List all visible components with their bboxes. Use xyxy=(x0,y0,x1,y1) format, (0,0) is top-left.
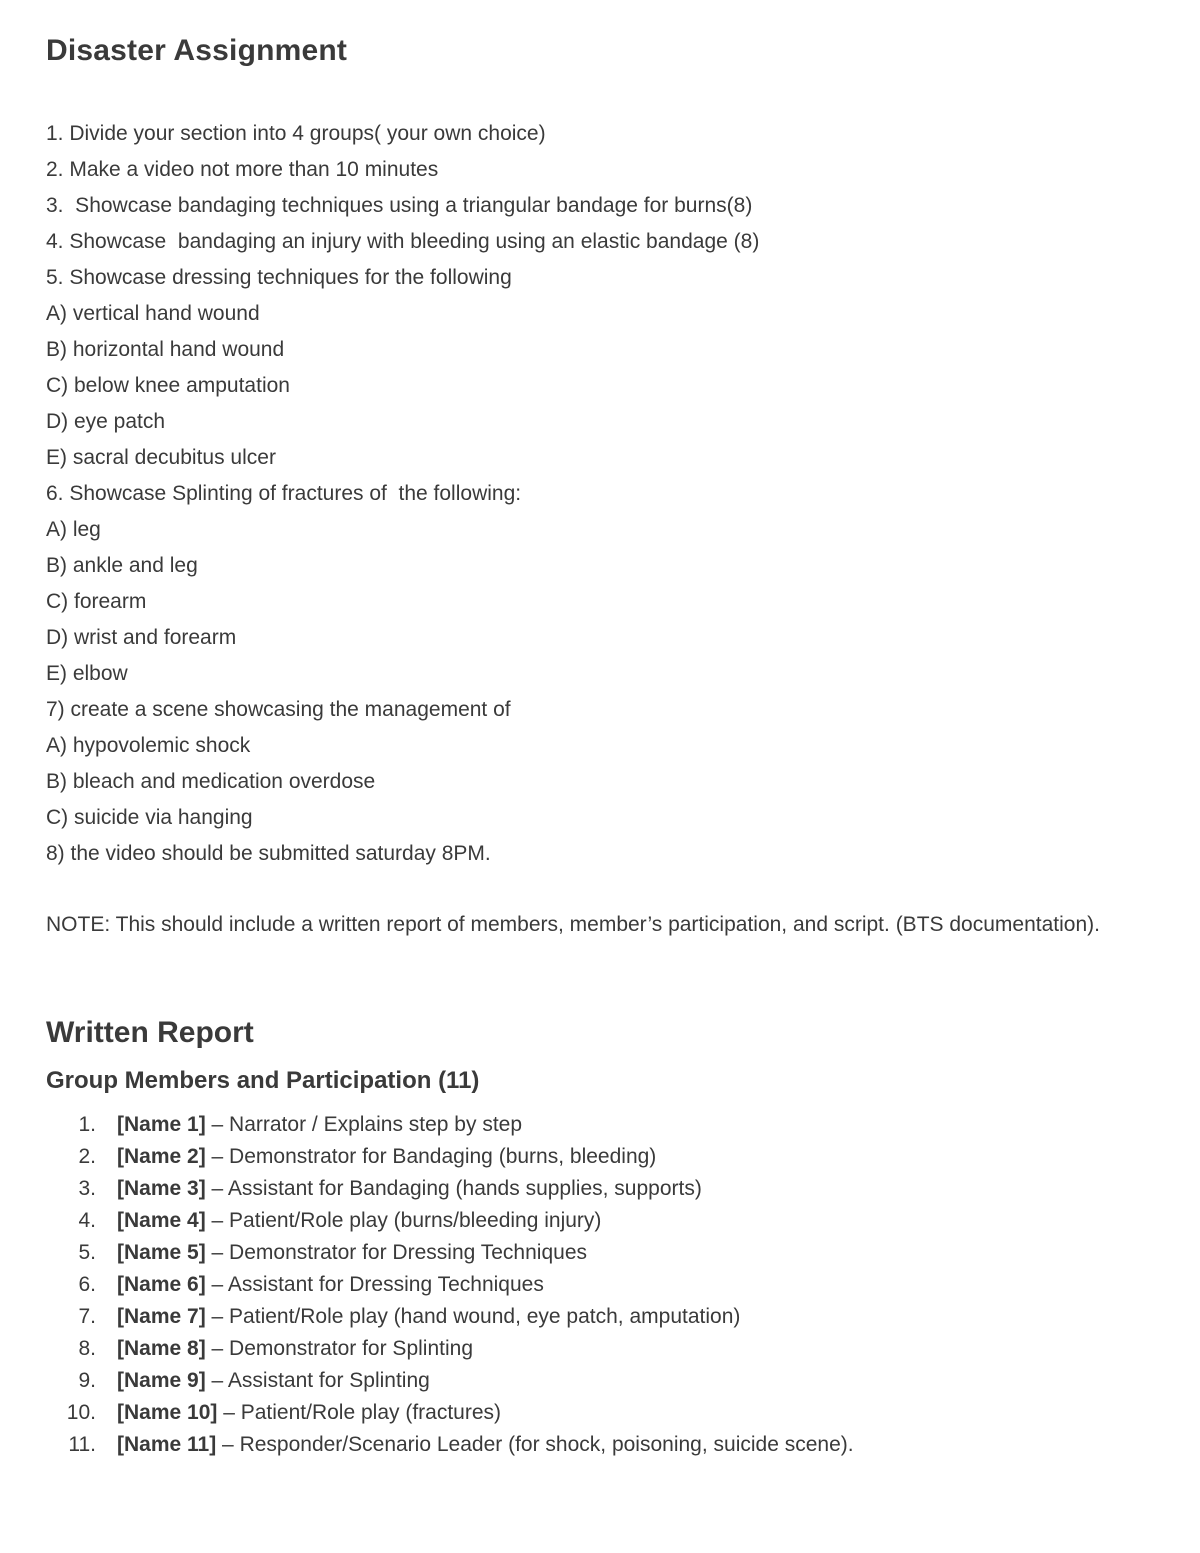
member-name: [Name 11] xyxy=(117,1433,217,1456)
member-number: 2. xyxy=(78,1145,96,1168)
member-name: [Name 4] xyxy=(117,1209,206,1232)
member-role: – Patient/Role play (burns/bleeding injury) xyxy=(205,1209,602,1232)
member-name: [Name 7] xyxy=(117,1305,206,1328)
member-number: 1. xyxy=(78,1113,96,1136)
member-name: [Name 3] xyxy=(117,1177,206,1200)
member-role: – Demonstrator for Dressing Techniques xyxy=(205,1241,587,1264)
member-role: – Demonstrator for Bandaging (burns, bleeding) xyxy=(205,1145,657,1168)
member-role: – Responder/Scenario Leader (for shock, poisoning, suicide scene). xyxy=(216,1433,854,1456)
member-name: [Name 1] xyxy=(117,1113,206,1136)
member-role: – Assistant for Bandaging (hands supplies, supports) xyxy=(205,1177,702,1200)
instruction-line: 2. Make a video not more than 10 minutes xyxy=(46,158,439,181)
member-role: – Assistant for Dressing Techniques xyxy=(205,1273,544,1296)
members-list xyxy=(46,1109,854,1461)
instruction-line: E) sacral decubitus ulcer xyxy=(46,446,276,469)
instruction-line: 4. Showcase bandaging an injury with bleeding using an elastic bandage (8) xyxy=(46,230,760,253)
member-name: [Name 10] xyxy=(117,1401,218,1424)
instruction-line: D) eye patch xyxy=(46,410,166,433)
instruction-line: 5. Showcase dressing techniques for the following xyxy=(46,266,512,289)
instruction-line: 3. Showcase bandaging techniques using a triangular bandage for burns(8) xyxy=(46,194,753,217)
assignment-instructions xyxy=(46,116,759,872)
member-number: 4. xyxy=(78,1209,96,1232)
member-item xyxy=(46,1333,854,1365)
member-number: 8. xyxy=(78,1337,96,1360)
instruction-line: E) elbow xyxy=(46,662,128,685)
instruction-line: B) ankle and leg xyxy=(46,554,198,577)
instruction-line: 1. Divide your section into 4 groups( your own choice) xyxy=(46,122,546,145)
member-role: – Patient/Role play (fractures) xyxy=(217,1401,502,1424)
instruction-line: C) forearm xyxy=(46,590,147,613)
member-item xyxy=(46,1301,854,1333)
member-item xyxy=(46,1429,854,1461)
written-report-heading: Written Report xyxy=(46,1016,254,1049)
member-name: [Name 9] xyxy=(117,1369,206,1392)
instruction-line: C) suicide via hanging xyxy=(46,806,253,829)
member-item xyxy=(46,1173,854,1205)
member-item xyxy=(46,1141,854,1173)
member-role: – Patient/Role play (hand wound, eye patch, amputation) xyxy=(205,1305,741,1328)
note-paragraph: NOTE: This should include a written report of members, member’s participation, and script. (BTS documentation). xyxy=(46,913,1100,936)
member-item xyxy=(46,1397,854,1429)
member-name: [Name 5] xyxy=(117,1241,206,1264)
member-item xyxy=(46,1365,854,1397)
member-item xyxy=(46,1109,854,1141)
instruction-line: A) leg xyxy=(46,518,101,541)
member-role: – Demonstrator for Splinting xyxy=(205,1337,473,1360)
instruction-line: A) vertical hand wound xyxy=(46,302,260,325)
instruction-line: C) below knee amputation xyxy=(46,374,290,397)
instruction-line: B) horizontal hand wound xyxy=(46,338,285,361)
member-number: 6. xyxy=(78,1273,96,1296)
member-role: – Assistant for Splinting xyxy=(205,1369,430,1392)
instruction-line: A) hypovolemic shock xyxy=(46,734,251,757)
member-number: 9. xyxy=(78,1369,96,1392)
member-item xyxy=(46,1205,854,1237)
member-number: 11. xyxy=(68,1433,96,1456)
instruction-line: 7) create a scene showcasing the management of xyxy=(46,698,511,721)
document-title: Disaster Assignment xyxy=(46,34,348,67)
member-item xyxy=(46,1269,854,1301)
member-item xyxy=(46,1237,854,1269)
member-number: 10. xyxy=(66,1401,96,1424)
group-members-heading: Group Members and Participation (11) xyxy=(46,1067,480,1094)
instruction-line: B) bleach and medication overdose xyxy=(46,770,376,793)
member-name: [Name 2] xyxy=(117,1145,206,1168)
member-number: 7. xyxy=(78,1305,96,1328)
instruction-line: D) wrist and forearm xyxy=(46,626,237,649)
member-role: – Narrator / Explains step by step xyxy=(205,1113,523,1136)
member-name: [Name 6] xyxy=(117,1273,206,1296)
instruction-line: 6. Showcase Splinting of fractures of the following: xyxy=(46,482,522,505)
instruction-line: 8) the video should be submitted saturday 8PM. xyxy=(46,842,491,865)
member-number: 5. xyxy=(78,1241,96,1264)
member-name: [Name 8] xyxy=(117,1337,206,1360)
member-number: 3. xyxy=(78,1177,96,1200)
